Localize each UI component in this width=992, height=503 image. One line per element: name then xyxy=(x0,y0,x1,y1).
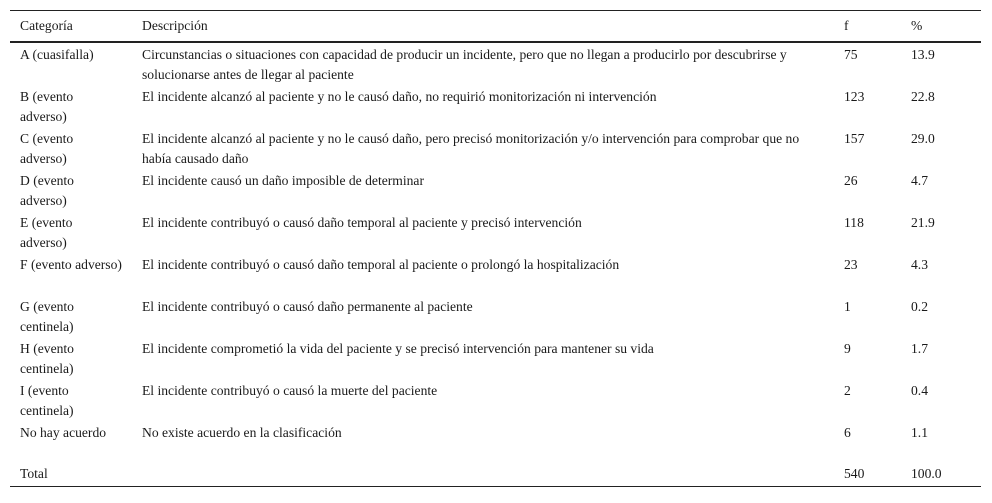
cell-percent: 4.7 xyxy=(911,173,928,188)
cell-description: No existe acuerdo en la clasificación xyxy=(142,425,342,440)
cell-category: G (evento centinela) xyxy=(20,299,74,334)
cell-frequency: 9 xyxy=(844,341,851,356)
cell-description: El incidente alcanzó al paciente y no le causó daño, pero precisó monitorización y/o intervención para comprobar que no había causado daño xyxy=(142,131,800,166)
table-row xyxy=(10,42,981,85)
table-row xyxy=(10,379,981,421)
cell-description: El incidente comprometió la vida del paciente y se precisó intervención para mantener su vida xyxy=(142,341,654,356)
total-frequency: 540 xyxy=(844,466,865,481)
cell-percent: 29.0 xyxy=(911,131,935,146)
table-row xyxy=(10,211,981,253)
cell-frequency: 118 xyxy=(844,215,864,230)
total-row xyxy=(10,463,981,487)
cell-description: El incidente causó un daño imposible de determinar xyxy=(142,173,424,188)
cell-category: F (evento adverso) xyxy=(20,257,122,272)
total-description xyxy=(132,463,834,487)
table-row xyxy=(10,127,981,169)
cell-category: No hay acuerdo xyxy=(20,425,107,440)
cell-percent: 0.4 xyxy=(911,383,928,398)
cell-category: E (evento adverso) xyxy=(20,215,73,250)
table-row xyxy=(10,295,981,337)
cell-description: El incidente contribuyó o causó la muerte del paciente xyxy=(142,383,438,398)
cell-description: Circunstancias o situaciones con capacidad de producir un incidente, pero que no llegan a producirlo por descubrirse y solucionarse antes de llegar al paciente xyxy=(142,47,787,82)
cell-percent: 22.8 xyxy=(911,89,935,104)
cell-percent: 1.1 xyxy=(911,425,928,440)
cell-category: A (cuasifalla) xyxy=(20,47,94,62)
cell-category: D (evento adverso) xyxy=(20,173,74,208)
cell-frequency: 23 xyxy=(844,257,858,272)
cell-percent: 4.3 xyxy=(911,257,928,272)
header-percent: % xyxy=(911,18,923,33)
incident-classification-table xyxy=(10,10,981,487)
cell-category: H (evento centinela) xyxy=(20,341,74,376)
cell-description: El incidente contribuyó o causó daño permanente al paciente xyxy=(142,299,473,314)
cell-frequency: 26 xyxy=(844,173,858,188)
cell-frequency: 6 xyxy=(844,425,851,440)
table-row xyxy=(10,421,981,463)
cell-percent: 21.9 xyxy=(911,215,935,230)
cell-description: El incidente contribuyó o causó daño temporal al paciente o prolongó la hospitalización xyxy=(142,257,620,272)
table-row xyxy=(10,85,981,127)
cell-percent: 1.7 xyxy=(911,341,928,356)
header-description: Descripción xyxy=(142,18,208,33)
cell-frequency: 123 xyxy=(844,89,865,104)
cell-frequency: 2 xyxy=(844,383,851,398)
total-label: Total xyxy=(20,466,48,481)
cell-frequency: 157 xyxy=(844,131,865,146)
table-row xyxy=(10,337,981,379)
cell-category: B (evento adverso) xyxy=(20,89,74,124)
cell-frequency: 75 xyxy=(844,47,858,62)
total-percent: 100.0 xyxy=(911,466,942,481)
incident-classification-table-container xyxy=(10,10,981,487)
cell-description: El incidente alcanzó al paciente y no le causó daño, no requirió monitorización ni intervención xyxy=(142,89,657,104)
cell-percent: 13.9 xyxy=(911,47,935,62)
cell-frequency: 1 xyxy=(844,299,851,314)
cell-percent: 0.2 xyxy=(911,299,928,314)
table-row xyxy=(10,253,981,295)
table-row xyxy=(10,169,981,211)
cell-description: El incidente contribuyó o causó daño temporal al paciente y precisó intervención xyxy=(142,215,582,230)
table-header-row xyxy=(10,11,981,43)
cell-category: C (evento adverso) xyxy=(20,131,74,166)
header-category: Categoría xyxy=(20,18,73,33)
header-frequency: f xyxy=(844,18,849,33)
cell-category: I (evento centinela) xyxy=(20,383,74,418)
